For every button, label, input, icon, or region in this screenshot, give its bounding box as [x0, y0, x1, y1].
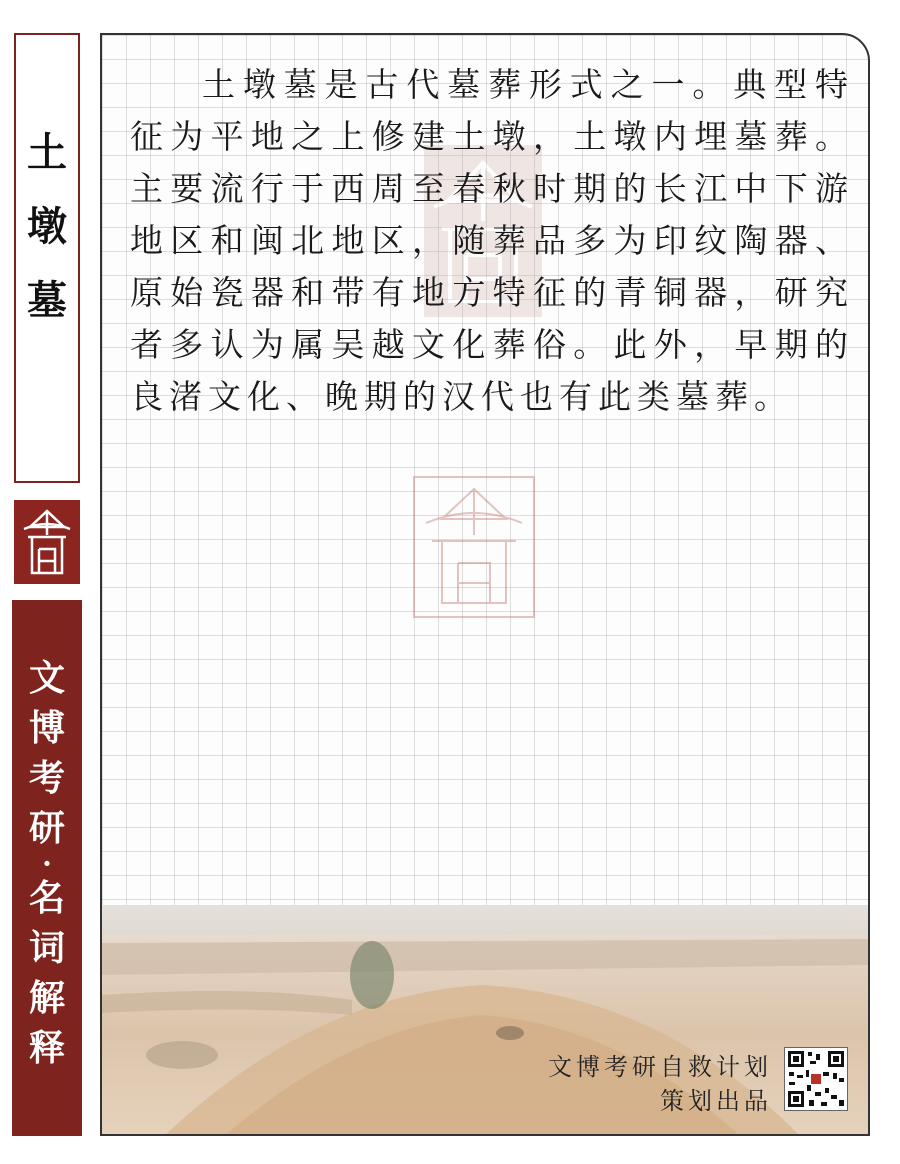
credit-line: 策划出品	[660, 1087, 772, 1115]
title-box	[14, 33, 80, 483]
title-char: 土	[27, 130, 67, 176]
series-char: 名	[28, 878, 65, 919]
series-banner	[12, 600, 82, 1136]
definition-text: 土墩墓是古代墓葬形式之一。典型特征为平地之上修建土墩，土墩内埋墓葬。主要流行于西周至春秋时期的长江中下游地区和闽北地区，随葬品多为印纹陶器、原始瓷器和带有地方特征的青铜器，研究者多认为属吴越文化葬俗。此外，早期的良渚文化、晚期的汉代也有此类墓葬。	[130, 65, 854, 416]
series-char: 解	[28, 978, 65, 1019]
series-char: 词	[28, 928, 65, 969]
qr-code-icon	[784, 1047, 848, 1111]
series-char: 考	[28, 758, 65, 799]
seal-emblem-icon	[14, 500, 80, 584]
credit-line: 文博考研自救计划	[548, 1053, 772, 1081]
title-char: 墓	[27, 278, 67, 324]
series-char: 释	[28, 1028, 65, 1069]
series-char: 研	[28, 808, 65, 849]
seal-watermark-icon	[412, 475, 536, 619]
series-char: 文	[28, 658, 65, 699]
definition-card	[100, 33, 870, 1136]
title-char: 墩	[27, 204, 67, 250]
series-separator: ·	[42, 847, 52, 880]
series-char: 博	[28, 708, 65, 749]
